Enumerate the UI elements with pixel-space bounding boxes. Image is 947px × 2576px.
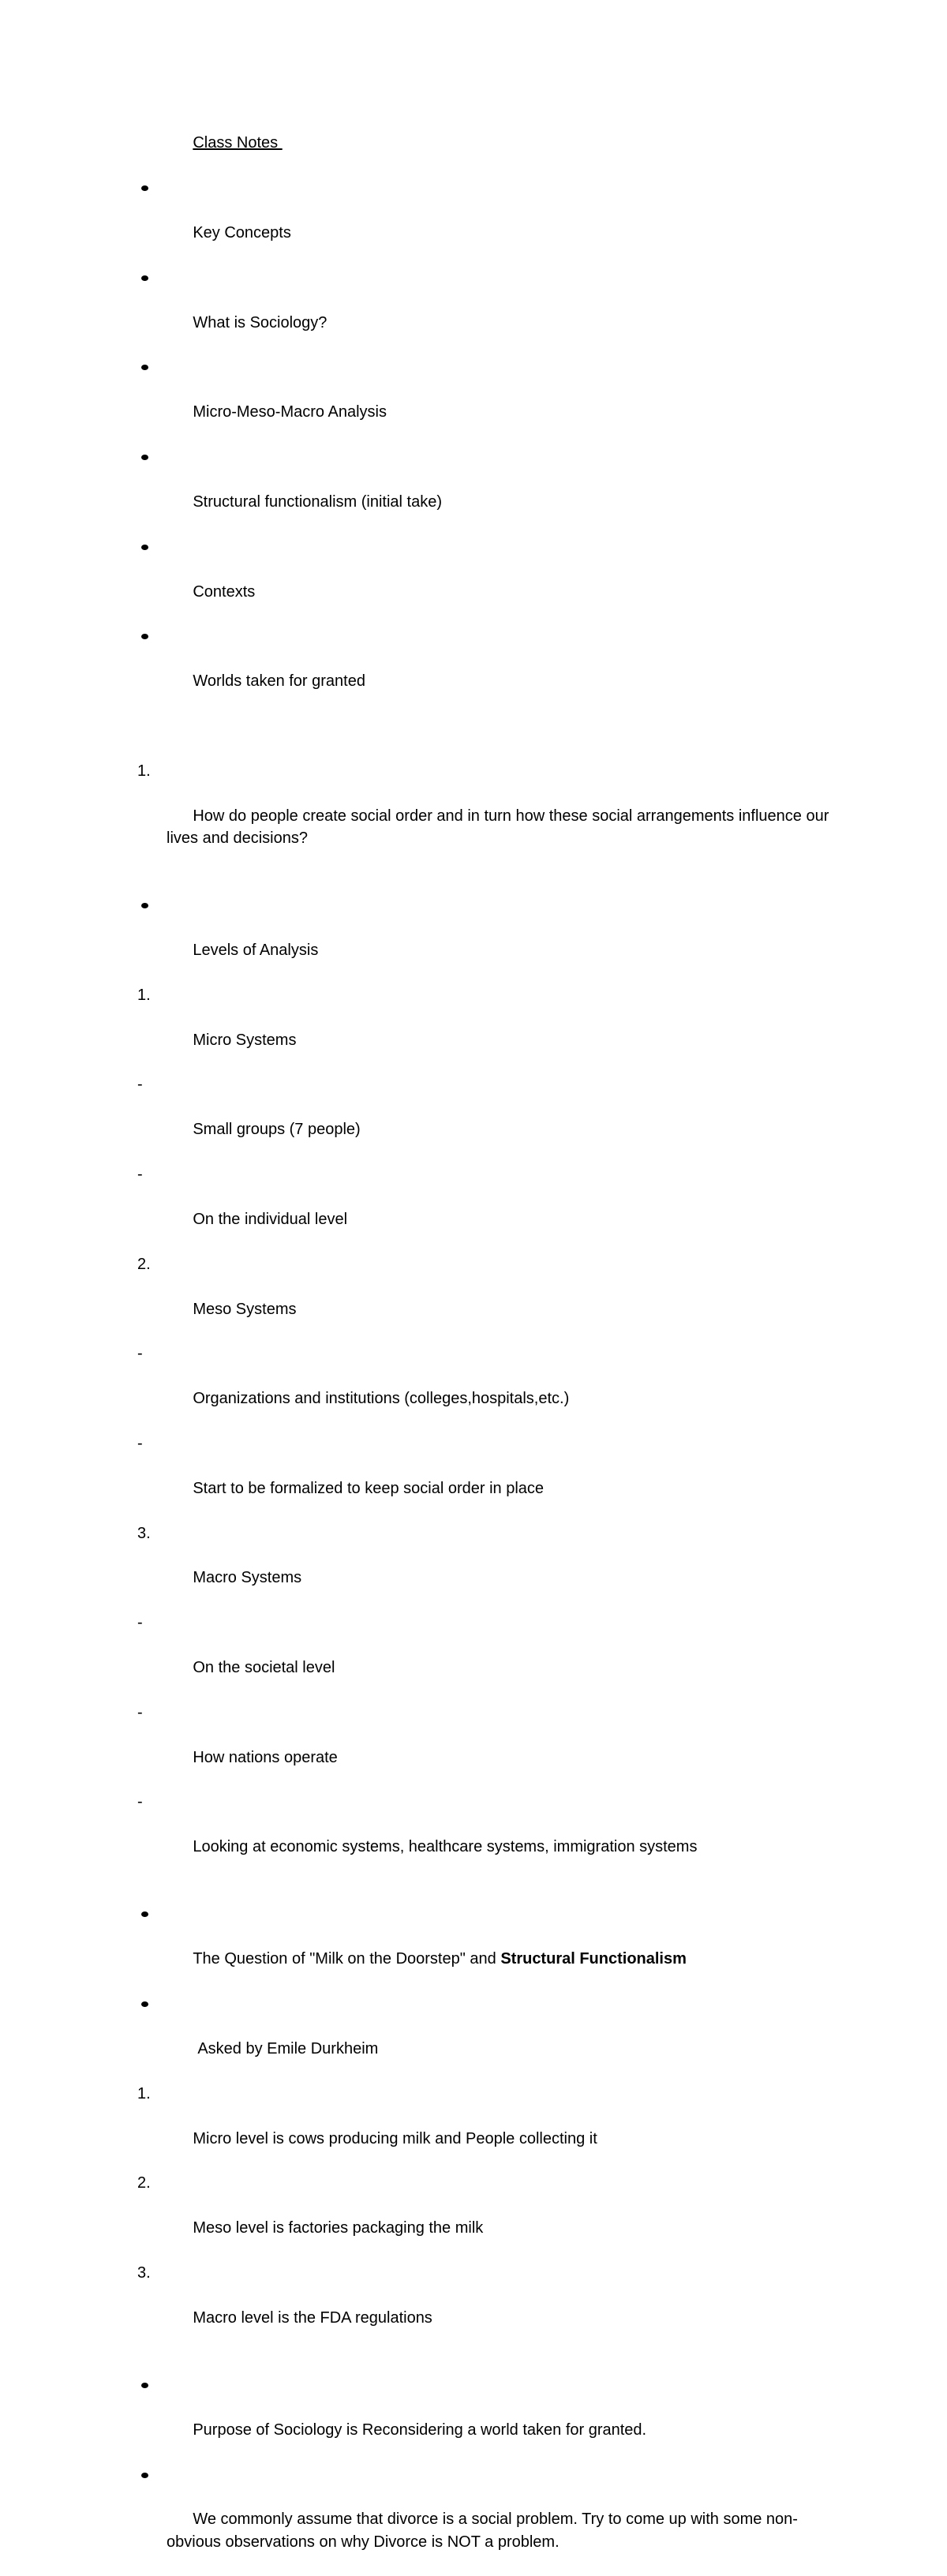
micro-detail: On the individual level xyxy=(193,1210,348,1228)
meso-detail: Organizations and institutions (colleges,hospitals,etc.) xyxy=(193,1390,570,1408)
paragraph-spacer xyxy=(137,872,848,894)
dash-marker: - xyxy=(137,1614,143,1632)
list-item xyxy=(137,625,848,715)
document-title xyxy=(137,110,848,177)
dash-marker: - xyxy=(137,1793,143,1811)
key-concept-text: Key Concepts xyxy=(193,224,291,242)
macro-detail: How nations operate xyxy=(193,1748,338,1766)
milk-level-text: Meso level is factories packaging the milk xyxy=(193,2219,484,2237)
list-number: 2. xyxy=(137,2174,151,2192)
dash-marker: - xyxy=(137,1434,143,1452)
key-concept-text: What is Sociology? xyxy=(193,313,328,331)
list-number: 1. xyxy=(137,762,151,780)
macro-label: Macro Systems xyxy=(193,1569,302,1587)
title-text: Class Notes xyxy=(193,134,283,152)
numbered-item xyxy=(137,2262,848,2352)
question-text: How do people create social order and in turn how these social arrangements influence our lives and decisions? xyxy=(167,807,833,847)
list-number: 2. xyxy=(137,1255,151,1273)
key-concept-text: Structural functionalism (initial take) xyxy=(193,492,443,511)
key-concept-text: Worlds taken for granted xyxy=(193,672,365,691)
closing-text: Purpose of Sociology is Reconsidering a world taken for granted. xyxy=(193,2421,647,2439)
list-item xyxy=(137,446,848,536)
milk-heading-bold: Structural Functionalism xyxy=(500,1950,687,1968)
list-number: 3. xyxy=(137,1524,151,1542)
micro-detail: Small groups (7 people) xyxy=(193,1121,361,1139)
bullet-icon xyxy=(141,1911,148,1917)
list-item xyxy=(137,177,848,267)
dash-item xyxy=(137,1073,848,1163)
bullet-icon xyxy=(141,903,148,908)
bullet-icon xyxy=(141,545,148,550)
dash-marker: - xyxy=(137,1076,143,1094)
numbered-item xyxy=(137,984,848,1074)
list-item xyxy=(137,1993,848,2083)
numbered-item xyxy=(137,2083,848,2173)
bullet-icon xyxy=(141,2473,148,2478)
list-item xyxy=(137,2464,848,2576)
bullet-icon xyxy=(141,455,148,460)
milk-heading-text: The Question of "Milk on the Doorstep" and xyxy=(193,1950,501,1968)
dash-marker: - xyxy=(137,1166,143,1184)
paragraph-spacer xyxy=(137,2352,848,2374)
meso-detail: Start to be formalized to keep social order in place xyxy=(193,1479,545,1497)
dash-item xyxy=(137,1791,848,1881)
asked-by-text: Asked by Emile Durkheim xyxy=(197,2039,379,2057)
dash-item xyxy=(137,1163,848,1253)
bullet-icon xyxy=(141,2001,148,2007)
list-item xyxy=(137,356,848,446)
levels-heading: Levels of Analysis xyxy=(193,942,319,959)
bullet-icon xyxy=(141,275,148,281)
list-item xyxy=(137,894,848,984)
meso-label: Meso Systems xyxy=(193,1300,297,1318)
list-number: 1. xyxy=(137,2084,151,2102)
bullet-icon xyxy=(141,2383,148,2388)
macro-detail: Looking at economic systems, healthcare systems, immigration systems xyxy=(193,1838,698,1856)
list-item xyxy=(137,267,848,357)
bullet-icon xyxy=(141,185,148,191)
key-concept-text: Contexts xyxy=(193,582,256,601)
milk-level-text: Micro level is cows producing milk and People collecting it xyxy=(193,2129,597,2147)
paragraph-spacer xyxy=(137,715,848,760)
micro-label: Micro Systems xyxy=(193,1031,297,1049)
dash-item xyxy=(137,1432,848,1522)
numbered-question xyxy=(137,760,848,872)
dash-marker: - xyxy=(137,1345,143,1363)
list-item xyxy=(137,1903,848,1993)
dash-marker: - xyxy=(137,1703,143,1721)
dash-item xyxy=(137,1342,848,1432)
bullet-icon xyxy=(141,634,148,639)
dash-item xyxy=(137,1702,848,1792)
numbered-item xyxy=(137,1253,848,1343)
bullet-icon xyxy=(141,365,148,370)
paragraph-spacer xyxy=(137,1881,848,1903)
document-body xyxy=(137,110,848,2576)
list-item xyxy=(137,536,848,626)
numbered-item xyxy=(137,1522,848,1612)
numbered-item xyxy=(137,2172,848,2262)
list-number: 3. xyxy=(137,2263,151,2282)
milk-level-text: Macro level is the FDA regulations xyxy=(193,2308,432,2327)
list-item xyxy=(137,2374,848,2464)
dash-item xyxy=(137,1612,848,1702)
key-concept-text: Micro-Meso-Macro Analysis xyxy=(193,403,387,421)
closing-text: We commonly assume that divorce is a social problem. Try to come up with some non-obvious observations on why Divorce is NOT a problem. xyxy=(167,2510,798,2551)
list-number: 1. xyxy=(137,986,151,1004)
macro-detail: On the societal level xyxy=(193,1659,335,1676)
